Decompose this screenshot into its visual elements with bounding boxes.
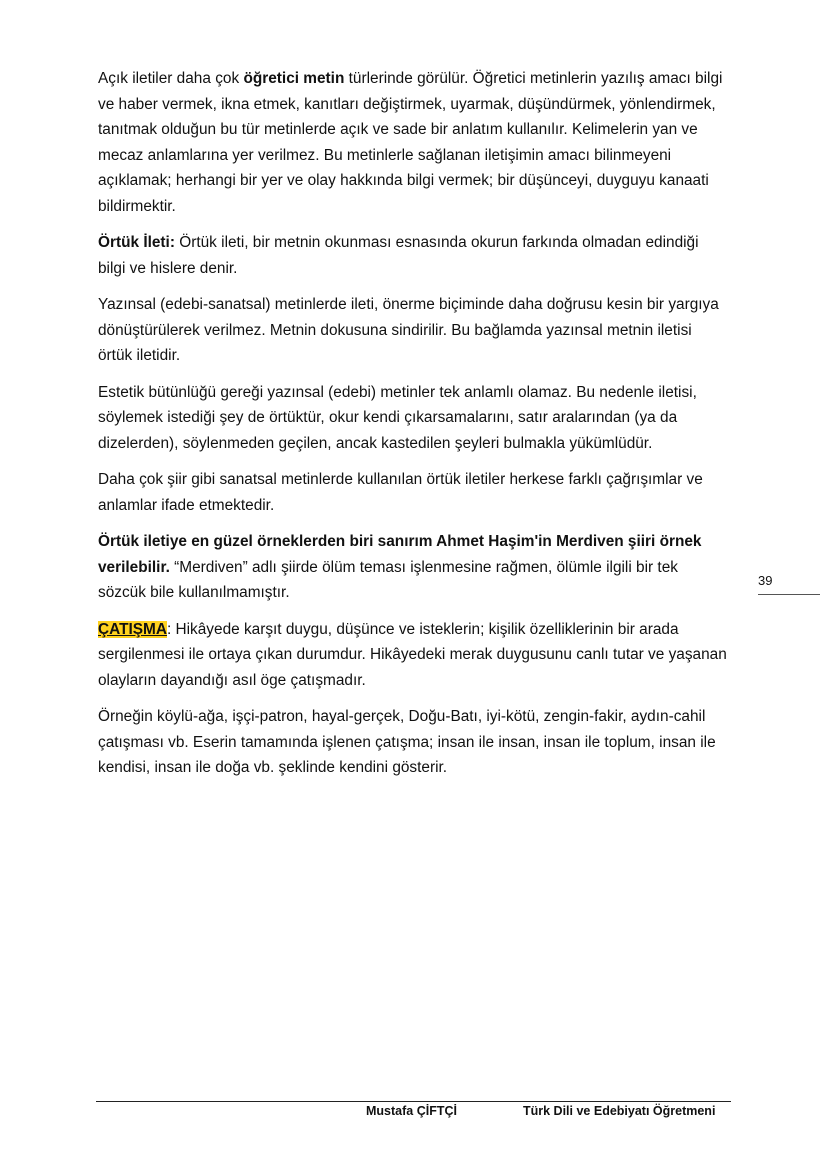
paragraph-yazinsal: Yazınsal (edebi-sanatsal) metinlerde ileti, önerme biçiminde daha doğrusu kesin bir yargıya dönüştürülerek verilmez. Metnin dokusuna sindirilir. Bu bağlamda yazınsal metnin iletisi örtük iletidir.: [98, 296, 719, 364]
footer-title: Türk Dili ve Edebiyatı Öğretmeni: [523, 1104, 716, 1118]
term-ortuk-ileti: Örtük İleti:: [98, 234, 175, 251]
page-number: 39: [758, 572, 820, 595]
term-ogretici-metin: öğretici metin: [243, 70, 345, 87]
paragraph-text: Açık iletiler daha çok: [98, 70, 244, 87]
paragraph-text: Örtük ileti, bir metnin okunması esnasında okurun farkında olmadan edindiği bilgi ve hislere denir.: [98, 234, 699, 277]
document-body: [98, 66, 728, 792]
paragraph-merdiven: [98, 529, 728, 606]
paragraph-estetik: Estetik bütünlüğü gereği yazınsal (edebi) metinler tek anlamlı olamaz. Bu nedenle iletisi, söylemek istediği şey de örtüktür, okur kendi çıkarsamalarını, satır aralarından (ya da dizelerden), söylenmeden geçilen, ancak kastedilen şeyleri bulmakla yükümlüdür.: [98, 383, 697, 452]
term-catisma-highlighted: ÇATIŞMA: [98, 620, 167, 638]
paragraph-catisma: [98, 617, 728, 694]
paragraph-ortuk-ileti: [98, 230, 728, 281]
footer-divider: [96, 1101, 731, 1102]
paragraph-text: “Merdiven” adlı şiirde ölüm teması işlenmesine rağmen, ölümle ilgili bir tek sözcük bile kullanılmamıştır.: [98, 558, 678, 601]
paragraph-siir: Daha çok şiir gibi sanatsal metinlerde kullanılan örtük iletiler herkese farklı çağrışımlar ve anlamlar ifade etmektedir.: [98, 471, 703, 514]
paragraph-text: : Hikâyede karşıt duygu, düşünce ve isteklerin; kişilik özelliklerinin bir arada sergilenmesi ile ortaya çıkan durumdur. Hikâyedeki merak duygusunu canlı tutar ve yaşanan olayların dayandığı asıl öge çatışmadır.: [98, 620, 727, 689]
paragraph-catisma-ornek: Örneğin köylü-ağa, işçi-patron, hayal-gerçek, Doğu-Batı, iyi-kötü, zengin-fakir, aydın-cahil çatışması vb. Eserin tamamında işlenen çatışma; insan ile insan, insan ile toplum, insan ile kendisi, insan ile doğa vb. şeklinde kendini gösterir.: [98, 708, 716, 776]
paragraph-bold-lead: Örtük iletiye en güzel örneklerden biri sanırım Ahmet Haşim'in Merdiven şiiri örnek verilebilir.: [98, 533, 702, 576]
footer-author: Mustafa ÇİFTÇİ: [366, 1104, 457, 1118]
paragraph-text: türlerinde görülür. Öğretici metinlerin yazılış amacı bilgi ve haber vermek, ikna etmek, kanıtları değiştirmek, uyarmak, düşündürmek, yönlendirmek, tanıtmak olduğun bu tür metinlerde açık ve sade bir anlatım kullanılır. Kelimelerin yan ve mecaz anlamlarına yer verilmez. Bu metinlerle sağlanan iletişimin amacı bilinmeyeni açıklamak; herhangi bir yer ve olay hakkında bilgi vermek; bir düşünceyi, duyguyu kanaati bildirmektir.: [98, 70, 723, 215]
paragraph-acik-ileti: [98, 66, 728, 219]
